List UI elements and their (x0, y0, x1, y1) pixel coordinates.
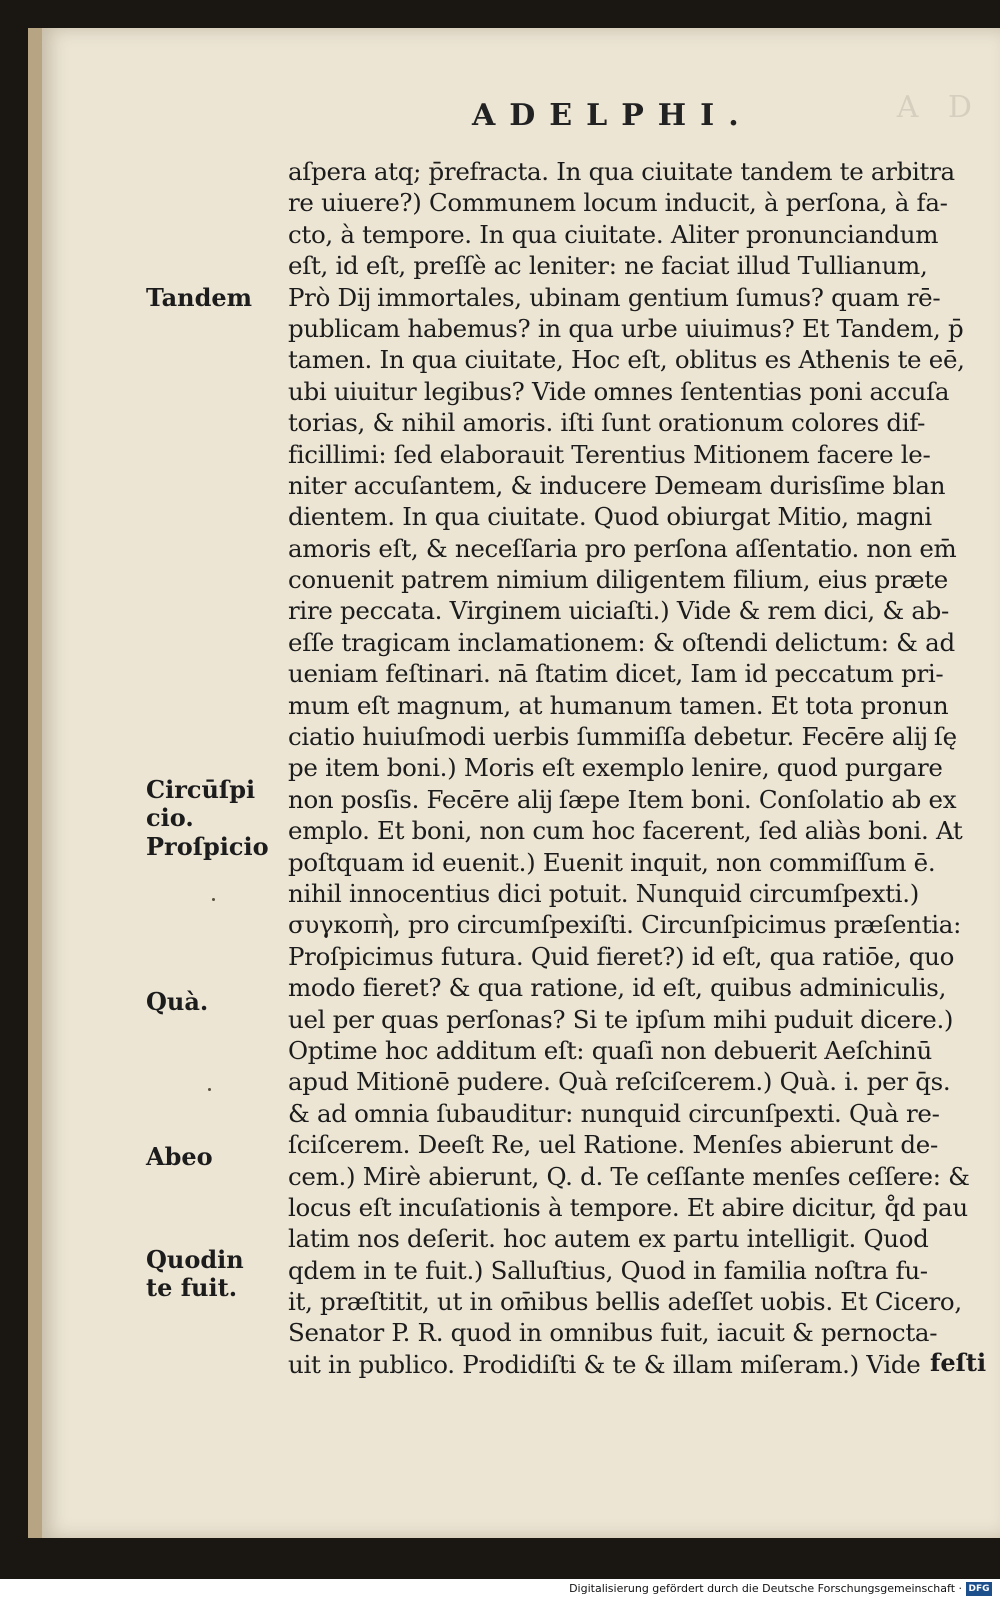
text-line: dientem. In qua ciuitate. Quod obiurgat Mitio, magni (288, 502, 932, 532)
margin-note-quod-in-te-fuit: Quodin te fuit. (146, 1245, 244, 1302)
text-line: uel per quas perſonas? Si te ipſum mihi puduit dicere.) (288, 1004, 954, 1034)
text-line: qdem in te fuit.) Salluſtius, Quod in familia noſtra fu- (288, 1255, 928, 1285)
body-text (288, 156, 1000, 1380)
margin-note-circumspicio: Circūſpi cio. (146, 775, 256, 832)
text-line: uit in publico. Prodidiſti & te & illam miſeram.) Vide (288, 1349, 921, 1379)
book-page (28, 28, 1000, 1538)
text-line: rire peccata. Virginem uiciaſti.) Vide & rem dici, & ab- (288, 596, 950, 626)
text-line: non posſis. Fecēre alĳ ſæpe Item boni. Conſolatio ab ex (288, 784, 957, 814)
text-line: locus eſt incuſationis à tempore. Et abire dicitur, q̊d pau (288, 1192, 968, 1222)
text-line: Senator P. R. quod in omnibus fuit, iacuit & pernocta- (288, 1318, 938, 1348)
text-line: torias, & nihil amoris. iſti ſunt orationum colores dif- (288, 408, 926, 438)
text-line: re uiuere?) Communem locum inducit, à perſona, à fa- (288, 188, 948, 218)
text-line: mum eſt magnum, at humanum tamen. Et tota pronun (288, 690, 949, 720)
ink-speck (208, 1088, 211, 1091)
text-line: cem.) Mirè abierunt, Q. d. Te ceſſante menſes ceſſere: & (288, 1161, 970, 1191)
text-line: modo fieret? & qua ratione, id eſt, quibus adminiculis, (288, 973, 947, 1003)
text-line: ficillimi: ſed elaborauit Terentius Mitionem facere le- (288, 439, 931, 469)
ink-speck (212, 898, 215, 901)
margin-note-tandem: Tandem (146, 283, 253, 312)
text-line: apud Mitionē pudere. Quà reſciſcerem.) Quà. i. per q̄s. (288, 1067, 951, 1097)
text-line: eſſe tragicam inclamationem: & oſtendi delictum: & ad (288, 627, 955, 657)
funding-notice: Digitalisierung gefördert durch die Deutsche Forschungsgemeinschaft · (569, 1582, 962, 1595)
margin-note-abeo: Abeo (146, 1142, 213, 1171)
text-line: latim nos deſerit. hoc autem ex partu intelligit. Quod (288, 1224, 929, 1254)
margin-note-prospicio: Proſpicio (146, 832, 269, 861)
catchword: feſti (930, 1348, 987, 1377)
running-head: ADELPHI. (472, 98, 753, 133)
text-line: ciatio huiuſmodi uerbis ſummiſſa debetur. Fecēre alĳ ſę (288, 722, 957, 752)
text-line: it, præſtitit, ut in om̄ibus bellis adeſſet uobis. Et Cicero, (288, 1287, 962, 1317)
text-line: amoris eſt, & neceſſaria pro perſona aſſentatio. non em̄ (288, 533, 957, 563)
footer-bar (0, 1579, 1000, 1601)
text-line: pe item boni.) Moris eſt exemplo lenire, quod purgare (288, 753, 943, 783)
text-line: eſt, id eſt, preſſè ac leniter: ne faciat illud Tullianum, (288, 251, 928, 281)
text-line: emplo. Et boni, non cum hoc facerent, ſed aliàs boni. At (288, 816, 963, 846)
text-line: ueniam feſtinari. nā ſtatim dicet, Iam id peccatum pri- (288, 659, 944, 689)
text-line: conuenit patrem nimium diligentem filium, eius præte (288, 565, 948, 595)
show-through-heading: A D (896, 90, 982, 125)
text-line: tamen. In qua ciuitate, Hoc eſt, oblitus es Athenis te eē, (288, 345, 965, 375)
text-line: cto, à tempore. In qua ciuitate. Aliter pronunciandum (288, 219, 939, 249)
text-line: aſpera atq; p̄refracta. In qua ciuitate tandem te arbitra (288, 157, 955, 186)
text-line: συγκοπὴ, pro circumſpexiſti. Circunſpicimus præſentia: (288, 910, 962, 940)
text-line: Prò Dĳ immortales, ubinam gentium ſumus? quam rē- (288, 282, 941, 312)
text-line: Proſpicimus futura. Quid fieret?) id eſt, qua ratiōe, quo (288, 941, 955, 971)
text-line: niter accuſantem, & inducere Demeam durisſime blan (288, 470, 946, 500)
text-line: Optime hoc additum eſt: quaſi non debuerit Aeſchinū (288, 1035, 932, 1065)
dfg-logo-icon: DFG (966, 1582, 992, 1596)
text-line: nihil innocentius dici potuit. Nunquid circumſpexti.) (288, 878, 919, 908)
text-line: poſtquam id euenit.) Euenit inquit, non commiſſum ē. (288, 847, 936, 877)
text-line: ubi uiuitur legibus? Vide omnes ſententias poni accuſa (288, 376, 950, 406)
text-line: & ad omnia ſubauditur: nunquid circunſpexti. Quà re- (288, 1098, 940, 1128)
text-line: ſciſcerem. Deeſt Re, uel Ratione. Menſes abierunt de- (288, 1130, 938, 1160)
text-line: publicam habemus? in qua urbe uiuimus? Et Tandem, p̄ (288, 313, 964, 343)
margin-note-qua: Quà. (146, 987, 209, 1016)
